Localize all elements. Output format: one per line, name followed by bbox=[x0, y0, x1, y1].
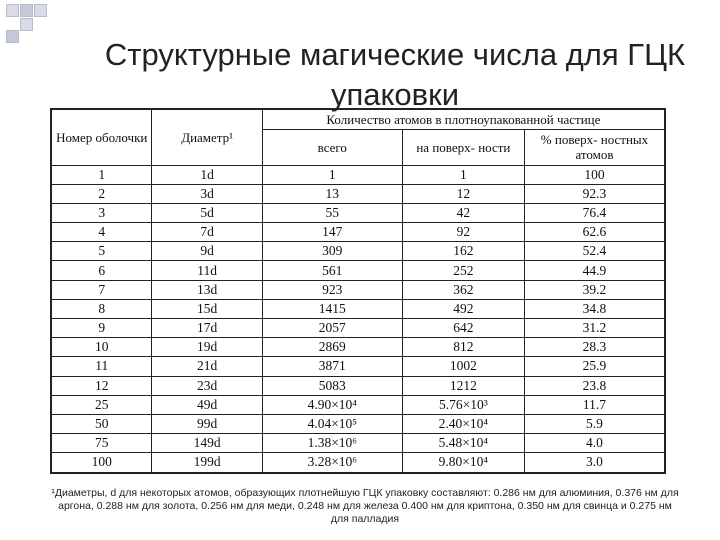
cell-total: 309 bbox=[262, 242, 402, 261]
cell-shell: 75 bbox=[51, 434, 152, 453]
cell-percent: 44.9 bbox=[524, 261, 665, 280]
cell-total: 1.38×10⁶ bbox=[262, 434, 402, 453]
table-row bbox=[51, 299, 665, 318]
cell-diameter: 99d bbox=[152, 414, 262, 433]
deco-square bbox=[6, 30, 19, 43]
deco-square bbox=[20, 18, 33, 31]
table-row bbox=[51, 165, 665, 184]
cell-percent: 76.4 bbox=[524, 203, 665, 222]
cell-total: 3871 bbox=[262, 357, 402, 376]
cell-shell: 7 bbox=[51, 280, 152, 299]
cell-diameter: 17d bbox=[152, 319, 262, 338]
header-diameter: Диаметр¹ bbox=[152, 109, 262, 165]
cell-diameter: 13d bbox=[152, 280, 262, 299]
cell-diameter: 23d bbox=[152, 376, 262, 395]
cell-percent: 34.8 bbox=[524, 299, 665, 318]
header-surface: на поверх- ности bbox=[402, 129, 524, 165]
table-row bbox=[51, 261, 665, 280]
footnote: ¹Диаметры, d для некоторых атомов, образующих плотнейшую ГЦК упаковку составляют: 0.286 нм для алюминия, 0.376 нм для аргона, 0.288 нм для золота, 0.256 нм для меди, 0.248 нм для железа 0.400 нм для криптона, 0.350 нм для свинца и 0.275 нм для палладия bbox=[51, 487, 679, 525]
cell-shell: 4 bbox=[51, 223, 152, 242]
cell-surface: 1212 bbox=[402, 376, 524, 395]
decorative-squares bbox=[0, 0, 60, 44]
cell-surface: 12 bbox=[402, 184, 524, 203]
deco-square bbox=[20, 4, 33, 17]
cell-percent: 92.3 bbox=[524, 184, 665, 203]
cell-shell: 5 bbox=[51, 242, 152, 261]
cell-diameter: 21d bbox=[152, 357, 262, 376]
magic-numbers-table-container bbox=[50, 108, 670, 474]
cell-total: 1415 bbox=[262, 299, 402, 318]
cell-percent: 52.4 bbox=[524, 242, 665, 261]
cell-total: 561 bbox=[262, 261, 402, 280]
cell-total: 55 bbox=[262, 203, 402, 222]
cell-total: 147 bbox=[262, 223, 402, 242]
cell-percent: 28.3 bbox=[524, 338, 665, 357]
table-row bbox=[51, 376, 665, 395]
header-total: всего bbox=[262, 129, 402, 165]
cell-surface: 5.48×10⁴ bbox=[402, 434, 524, 453]
cell-total: 5083 bbox=[262, 376, 402, 395]
cell-total: 4.90×10⁴ bbox=[262, 395, 402, 414]
cell-diameter: 199d bbox=[152, 453, 262, 473]
cell-shell: 12 bbox=[51, 376, 152, 395]
cell-shell: 50 bbox=[51, 414, 152, 433]
cell-total: 2869 bbox=[262, 338, 402, 357]
table-row bbox=[51, 223, 665, 242]
cell-total: 3.28×10⁶ bbox=[262, 453, 402, 473]
cell-percent: 39.2 bbox=[524, 280, 665, 299]
deco-square bbox=[34, 4, 47, 17]
cell-shell: 8 bbox=[51, 299, 152, 318]
cell-total: 1 bbox=[262, 165, 402, 184]
cell-percent: 11.7 bbox=[524, 395, 665, 414]
cell-shell: 3 bbox=[51, 203, 152, 222]
cell-percent: 5.9 bbox=[524, 414, 665, 433]
table-row bbox=[51, 203, 665, 222]
header-atom-count-group: Количество атомов в плотноупакованной частице bbox=[262, 109, 665, 129]
cell-diameter: 11d bbox=[152, 261, 262, 280]
table-row bbox=[51, 242, 665, 261]
cell-percent: 3.0 bbox=[524, 453, 665, 473]
table-row bbox=[51, 184, 665, 203]
cell-surface: 92 bbox=[402, 223, 524, 242]
cell-surface: 362 bbox=[402, 280, 524, 299]
table-row bbox=[51, 414, 665, 433]
cell-total: 2057 bbox=[262, 319, 402, 338]
cell-diameter: 1d bbox=[152, 165, 262, 184]
cell-diameter: 15d bbox=[152, 299, 262, 318]
table-body bbox=[51, 165, 665, 473]
cell-surface: 2.40×10⁴ bbox=[402, 414, 524, 433]
cell-surface: 252 bbox=[402, 261, 524, 280]
slide-title: Структурные магические числа для ГЦК упаковки bbox=[104, 37, 686, 112]
cell-shell: 100 bbox=[51, 453, 152, 473]
cell-surface: 1002 bbox=[402, 357, 524, 376]
cell-surface: 162 bbox=[402, 242, 524, 261]
magic-numbers-table bbox=[50, 108, 666, 474]
cell-percent: 31.2 bbox=[524, 319, 665, 338]
table-row bbox=[51, 280, 665, 299]
table-row bbox=[51, 357, 665, 376]
cell-shell: 9 bbox=[51, 319, 152, 338]
deco-square bbox=[6, 4, 19, 17]
cell-diameter: 49d bbox=[152, 395, 262, 414]
cell-diameter: 7d bbox=[152, 223, 262, 242]
cell-surface: 812 bbox=[402, 338, 524, 357]
cell-surface: 492 bbox=[402, 299, 524, 318]
cell-shell: 11 bbox=[51, 357, 152, 376]
table-row bbox=[51, 395, 665, 414]
cell-percent: 100 bbox=[524, 165, 665, 184]
cell-diameter: 3d bbox=[152, 184, 262, 203]
cell-shell: 2 bbox=[51, 184, 152, 203]
cell-surface: 642 bbox=[402, 319, 524, 338]
cell-surface: 5.76×10³ bbox=[402, 395, 524, 414]
cell-shell: 1 bbox=[51, 165, 152, 184]
cell-shell: 6 bbox=[51, 261, 152, 280]
table-row bbox=[51, 453, 665, 473]
cell-total: 13 bbox=[262, 184, 402, 203]
cell-diameter: 149d bbox=[152, 434, 262, 453]
cell-surface: 9.80×10⁴ bbox=[402, 453, 524, 473]
cell-percent: 23.8 bbox=[524, 376, 665, 395]
table-row bbox=[51, 319, 665, 338]
table-row bbox=[51, 434, 665, 453]
cell-total: 4.04×10⁵ bbox=[262, 414, 402, 433]
cell-diameter: 9d bbox=[152, 242, 262, 261]
cell-percent: 4.0 bbox=[524, 434, 665, 453]
header-shell: Номер оболочки bbox=[51, 109, 152, 165]
cell-shell: 25 bbox=[51, 395, 152, 414]
cell-percent: 62.6 bbox=[524, 223, 665, 242]
cell-surface: 1 bbox=[402, 165, 524, 184]
cell-percent: 25.9 bbox=[524, 357, 665, 376]
header-percent-surface: % поверх- ностных атомов bbox=[524, 129, 665, 165]
cell-diameter: 5d bbox=[152, 203, 262, 222]
cell-diameter: 19d bbox=[152, 338, 262, 357]
cell-shell: 10 bbox=[51, 338, 152, 357]
cell-total: 923 bbox=[262, 280, 402, 299]
table-row bbox=[51, 338, 665, 357]
cell-surface: 42 bbox=[402, 203, 524, 222]
